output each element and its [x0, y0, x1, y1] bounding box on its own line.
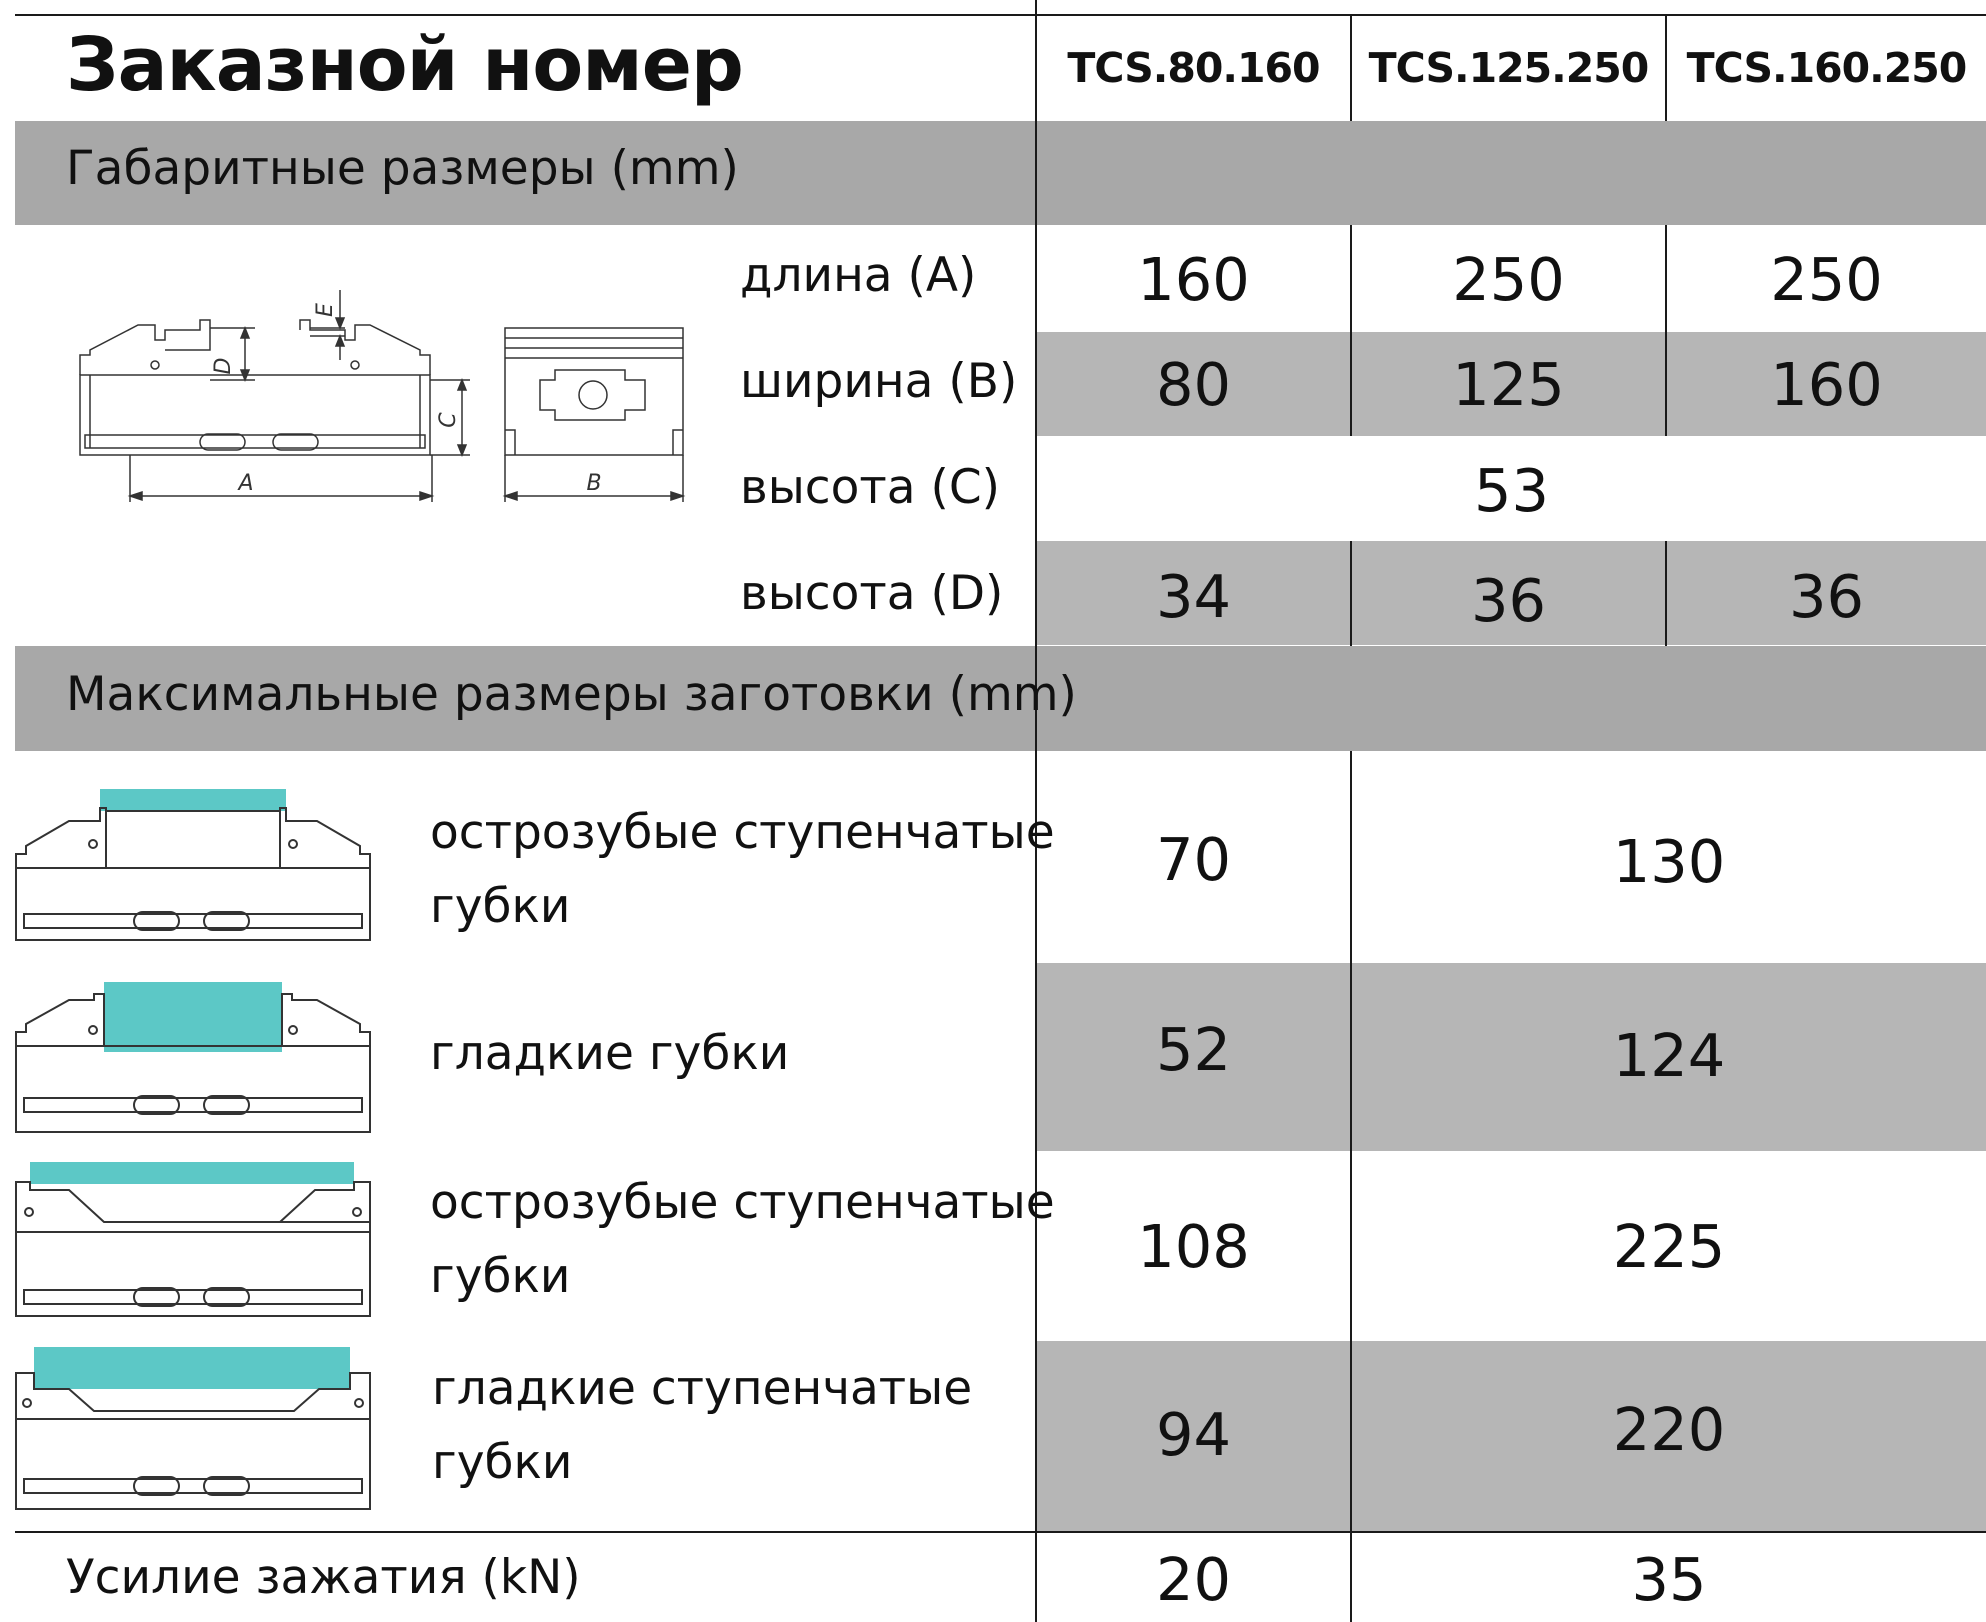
serrated-step-jaws-icon — [14, 786, 374, 946]
force-row-rule — [15, 1531, 1986, 1533]
label-height-c: высота (C) — [740, 460, 1001, 515]
label-serrated-step-jaws-2: острозубые ступенчатые губки — [430, 1175, 1055, 1304]
value-workpiece-3-rest: 225 — [1612, 1212, 1726, 1281]
value-workpiece-2-rest: 124 — [1612, 1021, 1726, 1090]
value-workpiece-1-rest: 130 — [1612, 827, 1726, 896]
label-width: ширина (B) — [740, 354, 1018, 409]
label-length: длина (A) — [740, 248, 977, 303]
svg-text:C: C — [436, 412, 461, 428]
model-header-1: TCS.80.160 — [1067, 44, 1320, 92]
svg-text:A: A — [238, 471, 254, 496]
section-title-overall: Габаритные размеры (mm) — [66, 141, 739, 196]
top-rule — [15, 14, 1986, 16]
label-height-d: высота (D) — [740, 566, 1004, 621]
svg-text:E: E — [313, 303, 338, 317]
model-header-3: TCS.160.250 — [1686, 44, 1967, 92]
value-width-2: 125 — [1452, 350, 1565, 419]
value-workpiece-2-first: 52 — [1155, 1015, 1232, 1084]
svg-text:B: B — [586, 471, 602, 496]
value-height-d-2: 36 — [1470, 566, 1547, 635]
value-length-3: 250 — [1770, 245, 1883, 314]
value-width-1: 80 — [1155, 350, 1232, 419]
label-clamping-force: Усилие зажатия (kN) — [66, 1550, 581, 1605]
value-force-rest: 35 — [1631, 1545, 1707, 1614]
label-serrated-step-jaws-1: острозубые ступенчатые губки — [430, 805, 1055, 934]
value-workpiece-4-first: 94 — [1155, 1400, 1232, 1469]
smooth-jaws-icon — [14, 980, 374, 1140]
value-force-first: 20 — [1155, 1545, 1232, 1614]
svg-text:D: D — [211, 357, 236, 375]
value-length-1: 160 — [1137, 245, 1250, 314]
value-height-c: 53 — [1473, 456, 1550, 525]
serrated-step-jaws-wide-icon — [14, 1160, 374, 1320]
value-length-2: 250 — [1452, 245, 1565, 314]
model-header-2: TCS.125.250 — [1368, 44, 1649, 92]
value-workpiece-1-first: 70 — [1155, 825, 1232, 894]
vise-dimension-drawing — [70, 280, 700, 520]
section-title-workpiece: Максимальные размеры заготовки (mm) — [66, 667, 1077, 722]
label-smooth-step-jaws: гладкие ступенчатые губки — [432, 1361, 973, 1490]
value-workpiece-4-rest: 220 — [1612, 1395, 1726, 1464]
smooth-step-jaws-icon — [14, 1345, 374, 1515]
page-title: Заказной номер — [66, 22, 743, 108]
value-width-3: 160 — [1770, 350, 1883, 419]
value-workpiece-3-first: 108 — [1137, 1212, 1250, 1281]
value-height-d-1: 34 — [1155, 562, 1232, 631]
label-smooth-jaws: гладкие губки — [430, 1026, 790, 1081]
value-height-d-3: 36 — [1788, 562, 1865, 631]
